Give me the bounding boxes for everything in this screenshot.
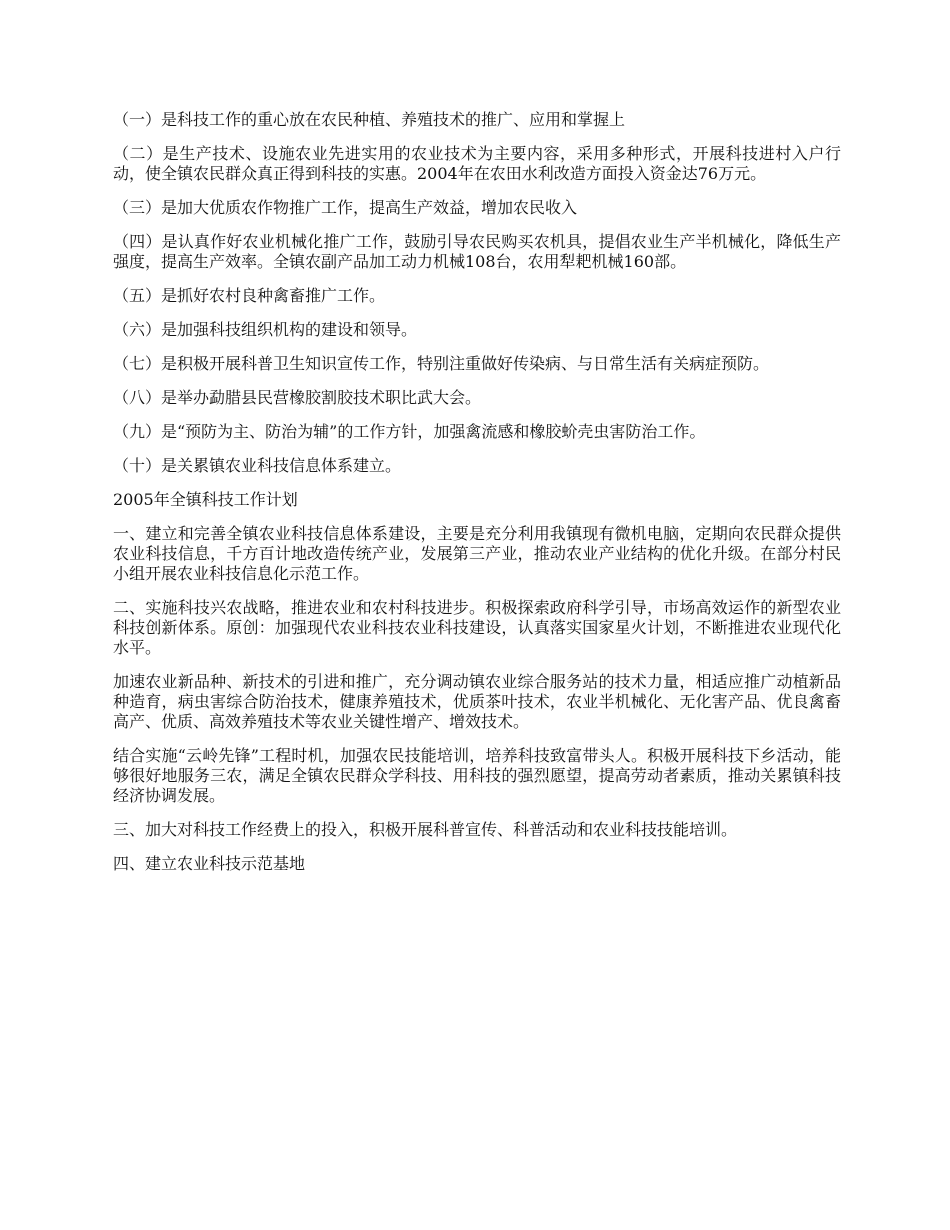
paragraph-5: （五）是抓好农村良种禽畜推广工作。 [113, 286, 386, 305]
paragraph-4: （四）是认真作好农业机械化推广工作，鼓励引导农民购买农机具，提倡农业生产半机械化，降低生产强度，提高生产效率。全镇农副产品加工动力机械108台，农用犁耙机械160部。 [113, 232, 841, 271]
paragraph-6: （六）是加强科技组织机构的建设和领导。 [113, 320, 418, 339]
paragraph-9: （九）是“预防为主、防治为辅”的工作方针，加强禽流感和橡胶蚧壳虫害防治工作。 [113, 422, 706, 441]
paragraph-plan-3: 三、加大对科技工作经费上的投入，积极开展科普宣传、科普活动和农业科技技能培训。 [113, 820, 738, 839]
paragraph-10: （十）是关累镇农业科技信息体系建立。 [113, 456, 402, 475]
paragraph-7: （七）是积极开展科普卫生知识宣传工作，特别注重做好传染病、与日常生活有关病症预防。 [113, 354, 770, 373]
paragraph-plan-4: 四、建立农业科技示范基地 [113, 854, 306, 873]
paragraph-plan-2: 二、实施科技兴农战略，推进农业和农村科技进步。积极探索政府科学引导，市场高效运作的新型农业科技创新体系。原创：加强现代农业科技农业科技建设，认真落实国家星火计划，不断推进农业现代化水平。 [113, 598, 841, 657]
paragraph-1: （一）是科技工作的重心放在农民种植、养殖技术的推广、应用和掌握上 [113, 110, 626, 129]
document-body [113, 110, 841, 888]
paragraph-plan-2b: 结合实施“云岭先锋”工程时机，加强农民技能培训，培养科技致富带头人。积极开展科技下乡活动，能够很好地服务三农，满足全镇农民群众学科技、用科技的强烈愿望，提高劳动者素质，推动关累镇科技经济协调发展。 [113, 746, 841, 805]
paragraph-8: （八）是举办勐腊县民营橡胶割胶技术职比武大会。 [113, 388, 482, 407]
section-heading-2005-plan: 2005年全镇科技工作计划 [113, 490, 298, 509]
paragraph-plan-2a: 加速农业新品种、新技术的引进和推广，充分调动镇农业综合服务站的技术力量，相适应推广动植新品种造育，病虫害综合防治技术，健康养殖技术，优质茶叶技术，农业半机械化、无化害产品、优良禽畜高产、优质、高效养殖技术等农业关键性增产、增效技术。 [113, 672, 841, 731]
paragraph-2: （二）是生产技术、设施农业先进实用的农业技术为主要内容，采用多种形式，开展科技进村入户行动，使全镇农民群众真正得到科技的实惠。2004年在农田水利改造方面投入资金达76万元。 [113, 144, 841, 183]
paragraph-plan-1: 一、建立和完善全镇农业科技信息体系建设，主要是充分利用我镇现有微机电脑，定期向农民群众提供农业科技信息，千方百计地改造传统产业，发展第三产业，推动农业产业结构的优化升级。在部分村民小组开展农业科技信息化示范工作。 [113, 524, 841, 583]
paragraph-3: （三）是加大优质农作物推广工作，提高生产效益，增加农民收入 [113, 198, 578, 217]
